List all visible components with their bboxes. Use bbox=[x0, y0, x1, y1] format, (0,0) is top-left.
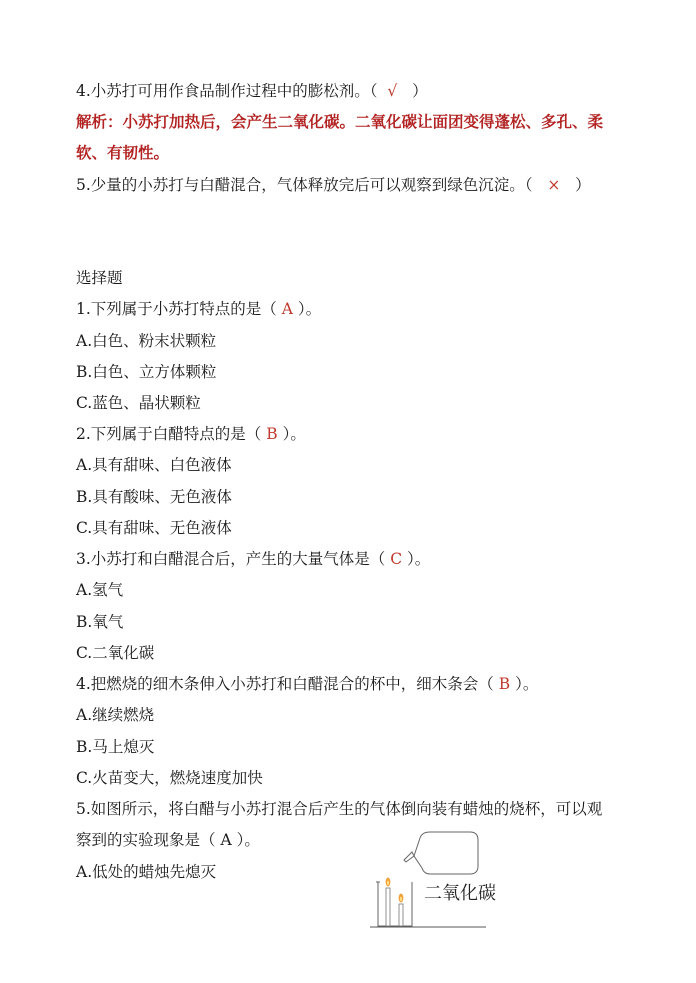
answer-letter: A bbox=[220, 831, 232, 849]
option: C.蓝色、晶状颗粒 bbox=[76, 394, 201, 412]
bottle bbox=[404, 832, 478, 874]
judgement-q4 bbox=[76, 81, 428, 101]
question-text: 4.小苏打可用作食品制作过程中的膨松剂。（ bbox=[76, 82, 378, 100]
analysis-line-2: 软、有韧性。 bbox=[76, 143, 170, 162]
question-text: 3.小苏打和白醋混合后，产生的大量气体是（ bbox=[76, 550, 386, 568]
option: B.具有酸味、无色液体 bbox=[76, 488, 232, 506]
option: B.马上熄灭 bbox=[76, 738, 155, 756]
paren-close: ） bbox=[412, 82, 428, 100]
choice-q4 bbox=[76, 674, 538, 694]
option: A.具有甜味、白色液体 bbox=[76, 456, 232, 474]
answer-mark: √ bbox=[387, 82, 398, 100]
choice-q5-line2 bbox=[76, 830, 260, 850]
short-candle bbox=[399, 894, 404, 927]
question-text: 察到的实验现象是（ bbox=[76, 831, 216, 849]
option: C.火苗变大，燃烧速度加快 bbox=[76, 769, 263, 787]
answer-letter: B bbox=[266, 425, 278, 443]
paren-close: ）。 bbox=[297, 300, 322, 318]
figure-label: 二氧化碳 bbox=[424, 883, 496, 904]
beaker bbox=[376, 882, 412, 926]
paren-close: ）。 bbox=[515, 675, 539, 693]
paren-close: ） bbox=[575, 176, 591, 194]
option: C.具有甜味、无色液体 bbox=[76, 519, 232, 537]
question-text: 5.少量的小苏打与白醋混合，气体释放完后可以观察到绿色沉淀。（ bbox=[76, 176, 533, 194]
option: A.继续燃烧 bbox=[76, 706, 155, 724]
answer-letter: A bbox=[281, 300, 293, 318]
paren-close: ）。 bbox=[407, 550, 431, 568]
judgement-q5 bbox=[76, 175, 591, 195]
option: B.白色、立方体颗粒 bbox=[76, 363, 217, 381]
option: C.二氧化碳 bbox=[76, 644, 155, 662]
choice-q5-line1: 5.如图所示，将白醋与小苏打混合后产生的气体倒向装有蜡烛的烧杯，可以观 bbox=[76, 800, 603, 818]
question-text: 1.下列属于小苏打特点的是（ bbox=[76, 300, 277, 318]
analysis-line-1: 解析：小苏打加热后，会产生二氧化碳。二氧化碳让面团变得蓬松、多孔、柔 bbox=[76, 112, 604, 131]
question-text: 4.把燃烧的细木条伸入小苏打和白醋混合的杯中，细木条会（ bbox=[76, 675, 494, 693]
experiment-figure bbox=[366, 826, 496, 934]
choice-q2 bbox=[76, 424, 306, 444]
option: A.低处的蜡烛先熄灭 bbox=[76, 863, 217, 881]
answer-letter: B bbox=[498, 675, 511, 693]
paren-close: ）。 bbox=[236, 831, 260, 849]
option: A.氢气 bbox=[76, 581, 124, 599]
choice-q1 bbox=[76, 299, 321, 319]
paren-close: ）。 bbox=[282, 425, 306, 443]
tall-candle bbox=[386, 878, 391, 927]
question-text: 2.下列属于白醋特点的是（ bbox=[76, 425, 262, 443]
option: B.氧气 bbox=[76, 613, 124, 631]
answer-letter: C bbox=[390, 550, 403, 568]
section-heading: 选择题 bbox=[76, 269, 123, 287]
choice-q3 bbox=[76, 549, 430, 569]
option: A.白色、粉末状颗粒 bbox=[76, 332, 217, 350]
answer-mark: × bbox=[547, 176, 561, 194]
